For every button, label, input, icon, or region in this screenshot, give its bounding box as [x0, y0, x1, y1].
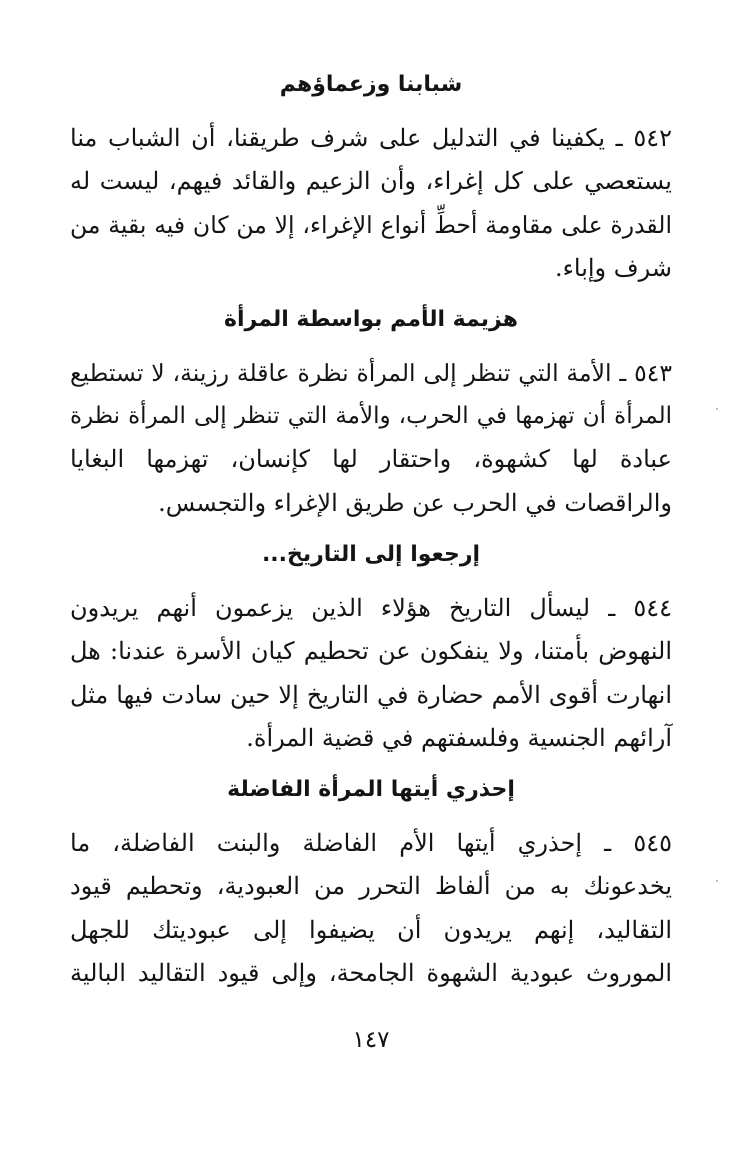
paragraph-line: انهارت أقوى الأمم حضارة في التاريخ إلا حين سادت فيها مثل: [70, 681, 672, 709]
paragraph-line: التقاليد، إنهم يريدون أن يضيفوا إلى عبوديتك للجهل: [70, 916, 672, 944]
paragraph-line: المرأة أن تهزمها في الحرب، والأمة التي تنظر إلى المرأة نظرة: [70, 403, 672, 429]
section-heading: شبابنا وزعماؤهم: [279, 72, 463, 97]
section-heading: هزيمة الأمم بواسطة المرأة: [224, 307, 518, 332]
paragraph-line: القدرة على مقاومة أحطِّ أنواع الإغراء، إلا من كان فيه بقية من: [70, 211, 672, 239]
paragraph-line: والراقصات في الحرب عن طريق الإغراء والتجسس.: [158, 489, 672, 517]
paragraph-line: يخدعونك به من ألفاظ التحرر من العبودية، وتحطيم قيود: [70, 872, 672, 900]
paragraph-line: ٥٤٢ ـ يكفينا في التدليل على شرف طريقنا، أن الشباب منا: [70, 124, 672, 152]
section-heading: إحذري أيتها المرأة الفاضلة: [227, 777, 515, 802]
paragraph-line: يستعصي على كل إغراء، وأن الزعيم والقائد فيهم، ليست له: [70, 167, 672, 195]
paragraph-line: شرف وإباء.: [554, 254, 672, 282]
paragraph-line: ٥٤٤ ـ ليسأل التاريخ هؤلاء الذين يزعمون أنهم يريدون: [70, 594, 672, 622]
paragraph-line: آرائهم الجنسية وفلسفتهم في قضية المرأة.: [246, 724, 672, 752]
scan-speck: [716, 408, 718, 410]
paragraph-line: النهوض بأمتنا، ولا ينفكون عن تحطيم كيان الأسرة عندنا: هل: [70, 637, 672, 665]
paragraph-line: الموروث عبودية الشهوة الجامحة، وإلى قيود التقاليد البالية: [70, 959, 672, 987]
section-heading: إرجعوا إلى التاريخ...: [261, 542, 481, 567]
paragraph-line: ٥٤٣ ـ الأمة التي تنظر إلى المرأة نظرة عاقلة رزينة، لا تستطيع: [70, 359, 672, 387]
paragraph-line: عبادة لها كشهوة، واحتقار لها كإنسان، تهزمها البغايا: [70, 445, 672, 473]
scan-speck: [716, 880, 718, 882]
page-number: ١٤٧: [352, 1027, 390, 1053]
paragraph-line: ٥٤٥ ـ إحذري أيتها الأم الفاضلة والبنت الفاضلة، ما: [70, 829, 672, 857]
